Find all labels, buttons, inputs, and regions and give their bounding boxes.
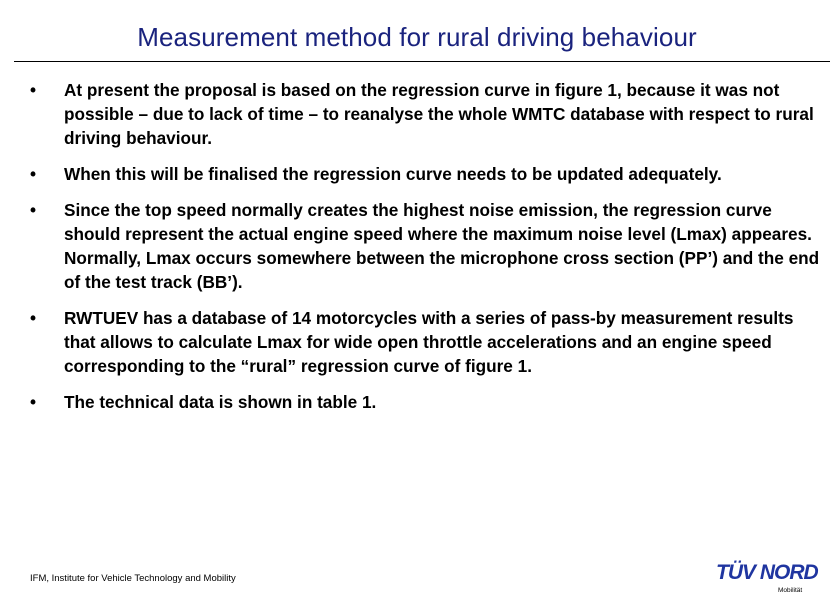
bullet-text: When this will be finalised the regression curve needs to be updated adequately. [64,164,722,184]
bullet-icon: • [30,392,37,412]
bullet-icon: • [30,164,37,184]
page-title: Measurement method for rural driving behaviour [137,22,697,52]
bullet-item [30,162,820,186]
bullet-item [30,390,820,414]
tuv-nord-logo: TÜV NORD [716,561,818,584]
bullet-icon: • [30,80,37,100]
bullet-icon: • [30,308,37,328]
bullet-item [30,78,820,150]
bullet-text: RWTUEV has a database of 14 motorcycles with a series of pass-by measurement results that allows to calculate Lmax for wide open throttle accelerations and an engine speed corresponding to the “rural” regression curve of figure 1. [64,308,794,376]
footer-institute: IFM, Institute for Vehicle Technology and Mobility [30,573,236,584]
bullet-item [30,306,820,378]
bullet-icon: • [30,200,37,220]
bullet-text: The technical data is shown in table 1. [64,392,377,412]
logo-subtitle: Mobilität [778,587,803,594]
bullet-item [30,198,820,294]
bullet-list [30,78,820,414]
bullet-text: Since the top speed normally creates the highest noise emission, the regression curve should represent the actual engine speed where the maximum noise level (Lmax) appeares. Normally, Lmax occurs somewhere between the microphone cross section (PP’) and the end of the test track (BB’). [64,200,820,292]
title-divider [14,61,830,62]
bullet-text: At present the proposal is based on the regression curve in figure 1, because it was not possible – due to lack of time – to reanalyse the whole WMTC database with respect to rural driving behaviour. [64,80,814,148]
